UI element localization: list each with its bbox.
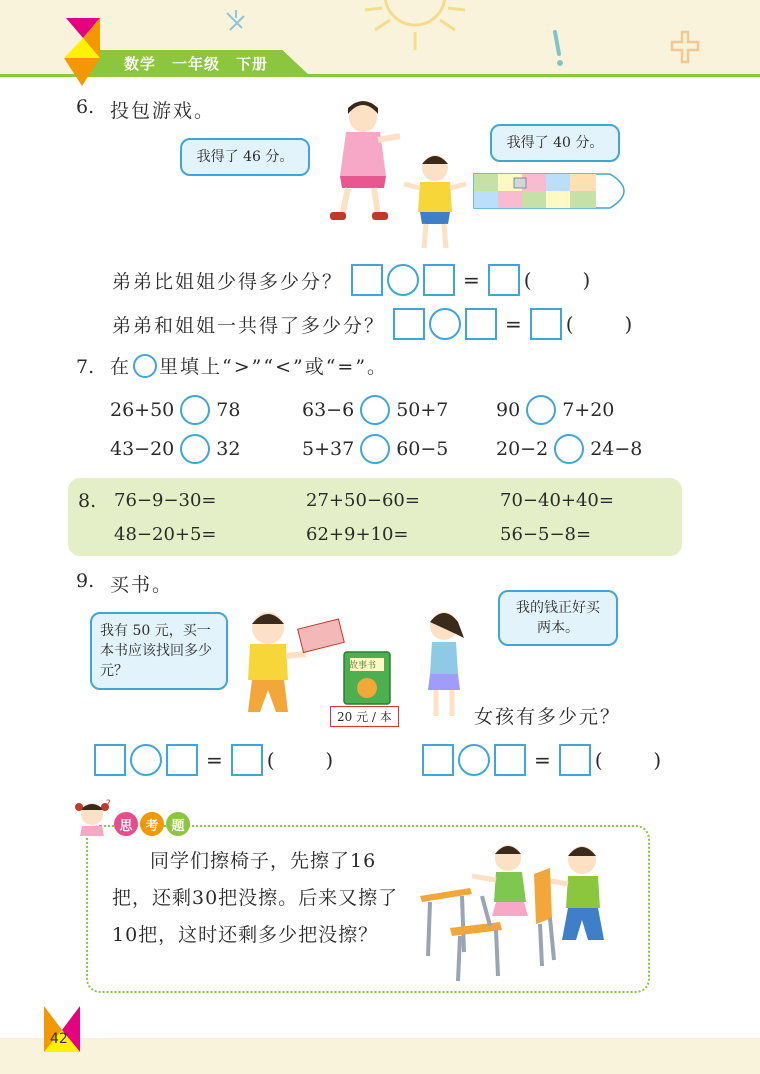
equals-sign: = <box>505 312 522 336</box>
q7-item-2-1 <box>110 434 240 464</box>
q6-bubble-girl: 我得了 46 分。 <box>180 138 310 176</box>
think-label-char: 思 <box>114 812 138 836</box>
think-label-char: 题 <box>166 812 190 836</box>
equals-sign: = <box>206 748 223 772</box>
operator-circle[interactable] <box>387 264 419 296</box>
header-underline <box>0 74 760 77</box>
q7-title <box>110 352 388 379</box>
equals-sign: = <box>463 268 480 292</box>
thinking-girl-icon <box>72 796 114 838</box>
compare-circle[interactable] <box>360 434 390 464</box>
compare-right: 24−8 <box>590 438 643 460</box>
circle-symbol-icon <box>133 354 157 378</box>
q7-item-2-3 <box>496 434 642 464</box>
answer-box[interactable] <box>422 744 454 776</box>
answer-box[interactable] <box>488 264 520 296</box>
answer-box[interactable] <box>423 264 455 296</box>
q9-equation-right <box>422 744 661 776</box>
unit-blank[interactable]: ( ) <box>266 748 334 772</box>
q7-item-1-2 <box>302 395 448 425</box>
think-text: 同学们擦椅子，先擦了16把，还剩30把没擦。后来又擦了10把，这时还剩多少把没擦？ <box>112 850 399 946</box>
answer-box[interactable] <box>351 264 383 296</box>
svg-text:?: ? <box>106 799 111 809</box>
unit-blank[interactable]: ( ) <box>565 312 633 336</box>
compare-left: 5+37 <box>302 438 355 460</box>
q7-item-2-2 <box>302 434 448 464</box>
compare-circle[interactable] <box>180 434 210 464</box>
q9-equation-left <box>94 744 333 776</box>
book-label: 故事书 <box>349 661 377 671</box>
q9-number: 9. <box>76 570 95 592</box>
operator-circle[interactable] <box>458 744 490 776</box>
q8-item: 56−5−8= <box>500 524 592 545</box>
q6-row2 <box>112 308 632 340</box>
unit-blank[interactable]: ( ) <box>594 748 662 772</box>
q8-number: 8. <box>78 490 97 512</box>
footer-band <box>0 1038 760 1074</box>
answer-box[interactable] <box>494 744 526 776</box>
q8-item: 27+50−60= <box>306 490 420 511</box>
answer-box[interactable] <box>393 308 425 340</box>
compare-right: 60−5 <box>396 438 449 460</box>
q8-item: 62+9+10= <box>306 524 409 545</box>
unit-blank[interactable]: ( ) <box>523 268 591 292</box>
chair-1 <box>420 888 502 981</box>
think-label <box>114 812 190 836</box>
answer-box[interactable] <box>231 744 263 776</box>
page-number: 42 <box>50 1031 68 1047</box>
compare-left: 90 <box>496 399 521 421</box>
answer-box[interactable] <box>559 744 591 776</box>
girl-wiping <box>472 845 528 916</box>
q7-item-1-1 <box>110 395 240 425</box>
compare-circle[interactable] <box>360 395 390 425</box>
q6-equation1 <box>351 264 590 296</box>
compare-right: 50+7 <box>396 399 449 421</box>
boy-with-money-illustration <box>230 600 346 724</box>
q8-item: 70−40+40= <box>500 490 614 511</box>
q8-item: 48−20+5= <box>114 524 217 545</box>
q6-row1 <box>112 264 590 296</box>
q6-number: 6. <box>76 96 95 118</box>
compare-right: 78 <box>216 399 241 421</box>
compare-right: 7+20 <box>562 399 615 421</box>
compare-circle[interactable] <box>554 434 584 464</box>
q6-question2: 弟弟和姐姐一共得了多少分？ <box>112 314 386 337</box>
compare-left: 20−2 <box>496 438 549 460</box>
compare-right: 32 <box>216 438 241 460</box>
sun-decoration-icon <box>360 0 470 60</box>
operator-circle[interactable] <box>130 744 162 776</box>
q9-title: 买书。 <box>110 574 174 596</box>
exclaim-decoration-icon <box>545 30 570 70</box>
operator-circle[interactable] <box>429 308 461 340</box>
girl-throwing-illustration <box>318 96 408 226</box>
q6-equation2 <box>393 308 632 340</box>
answer-box[interactable] <box>530 308 562 340</box>
plus-decoration-icon <box>668 28 704 68</box>
q7-number: 7. <box>76 356 95 378</box>
equals-sign: = <box>534 748 551 772</box>
answer-box[interactable] <box>166 744 198 776</box>
answer-box[interactable] <box>465 308 497 340</box>
q6-question1: 弟弟比姐姐少得多少分？ <box>112 270 344 293</box>
q6-title: 投包游戏。 <box>110 100 216 122</box>
q7-item-1-3 <box>496 395 614 425</box>
compare-circle[interactable] <box>526 395 556 425</box>
hopscotch-board-illustration <box>470 168 640 214</box>
tangram-logo-icon <box>60 14 106 90</box>
q9-bubble-boy: 我有 50 元，买一本书应该找回多少元？ <box>90 612 228 690</box>
girl-standing-illustration <box>416 604 476 724</box>
compare-left: 63−6 <box>302 399 355 421</box>
compare-circle[interactable] <box>180 395 210 425</box>
boy-wiping <box>546 846 604 940</box>
q9-question: 女孩有多少元？ <box>474 706 622 728</box>
q7-title-pre: 在 <box>110 356 132 378</box>
q9-bubble-girl: 我的钱正好买两本。 <box>498 590 618 646</box>
sparkle-decoration-icon <box>222 8 252 38</box>
children-wiping-chairs-illustration <box>410 836 630 986</box>
think-label-char: 考 <box>140 812 164 836</box>
compare-left: 26+50 <box>110 399 175 421</box>
compare-left: 43−20 <box>110 438 175 460</box>
boy-throwing-illustration <box>400 150 470 255</box>
book-title: 数学 一年级 下册 <box>124 55 269 73</box>
q8-item: 76−9−30= <box>114 490 217 511</box>
q6-bubble-boy: 我得了 40 分。 <box>490 124 620 162</box>
q7-title-post: 里填上“>”“<”或“=”。 <box>159 356 389 378</box>
price-tag: 20 元 / 本 <box>330 706 399 727</box>
answer-box[interactable] <box>94 744 126 776</box>
